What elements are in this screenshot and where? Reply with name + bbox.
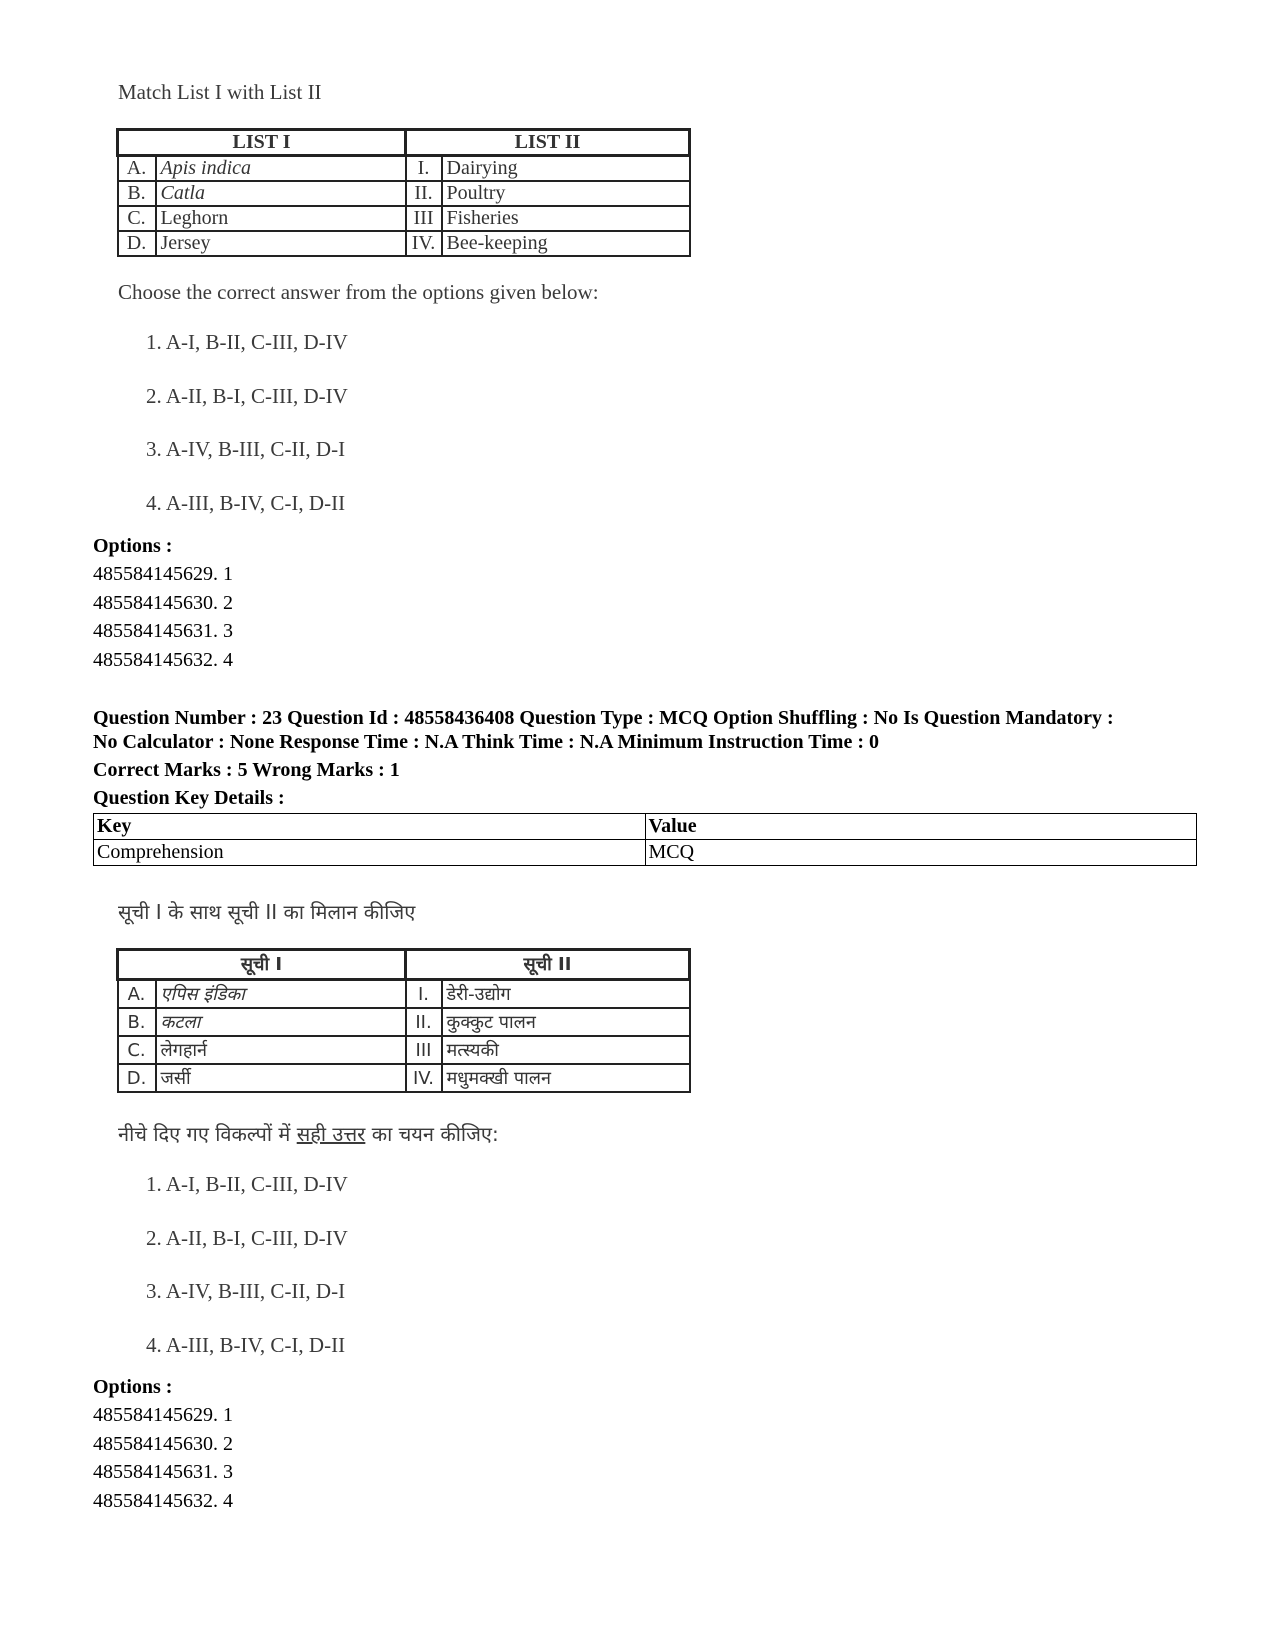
list-ii-header: सूची II (406, 950, 690, 980)
option-item: 485584145631. 3 (93, 620, 233, 642)
table-row (118, 181, 690, 206)
row-numeral: IV. (406, 231, 442, 256)
row-numeral: III (406, 1036, 442, 1064)
row-item: जर्सी (156, 1064, 406, 1092)
table-row (118, 1008, 690, 1036)
option-item: 485584145629. 1 (93, 563, 233, 585)
row-numeral: II. (406, 1008, 442, 1036)
marks-line: Correct Marks : 5 Wrong Marks : 1 (93, 759, 400, 781)
row-item: Jersey (156, 231, 406, 256)
answer-choice: 3. A-IV, B-III, C-II, D-I (146, 437, 346, 461)
row-numeral: IV. (406, 1064, 442, 1092)
option-item: 485584145631. 3 (93, 1461, 233, 1483)
option-item: 485584145630. 2 (93, 591, 233, 614)
option-item: 485584145632. 4 (93, 648, 233, 671)
answer-choices-hindi (146, 1172, 348, 1386)
value-cell: MCQ (645, 840, 1197, 866)
row-label: B. (118, 181, 156, 206)
match-table-hindi (116, 948, 691, 1093)
table-row (118, 980, 690, 1009)
row-numeral: II. (406, 181, 442, 206)
list-i-header: सूची I (118, 950, 406, 980)
key-details-label: Question Key Details : (93, 787, 285, 809)
answer-choice: 3. A-IV, B-III, C-II, D-I (146, 1279, 346, 1303)
option-item: 485584145629. 1 (93, 1404, 233, 1426)
options-heading: Options : (93, 535, 173, 557)
row-numeral: III (406, 206, 442, 231)
table-row (94, 840, 1197, 866)
row-match: Dairying (442, 156, 690, 182)
row-item: कटला (156, 1008, 406, 1036)
answer-choices-english (146, 330, 348, 544)
row-item: Catla (156, 181, 406, 206)
question-intro: Match List I with List II (118, 80, 322, 104)
row-label: A. (118, 980, 156, 1009)
row-label: B. (118, 1008, 156, 1036)
row-match: Fisheries (442, 206, 690, 231)
row-item: Leghorn (156, 206, 406, 231)
row-label: D. (118, 231, 156, 256)
row-match: मत्स्यकी (442, 1036, 690, 1064)
row-item: एपिस इंडिका (156, 980, 406, 1009)
list-ii-header: LIST II (406, 130, 690, 156)
row-label: C. (118, 1036, 156, 1064)
key-table (93, 813, 1197, 866)
table-row (118, 1036, 690, 1064)
row-label: A. (118, 156, 156, 182)
key-cell: Comprehension (94, 840, 646, 866)
row-match: डेरी-उद्योग (442, 980, 690, 1009)
question-meta (93, 706, 1203, 810)
choose-text: नीचे दिए गए विकल्पों में (118, 1122, 291, 1146)
row-match: कुक्कुट पालन (442, 1008, 690, 1036)
table-row (118, 231, 690, 256)
answer-choice: 2. A-II, B-I, C-III, D-IV (146, 1225, 348, 1250)
key-header: Key (94, 814, 646, 840)
choose-emphasis: सही उत्तर (296, 1122, 366, 1146)
option-item: 485584145632. 4 (93, 1489, 233, 1512)
row-item: Apis indica (156, 156, 406, 182)
option-item: 485584145630. 2 (93, 1432, 233, 1455)
table-row (118, 206, 690, 231)
options-list (93, 560, 233, 674)
list-i-header: LIST I (118, 130, 406, 156)
table-row (94, 814, 1197, 840)
meta-line: Question Number : 23 Question Id : 48558436408 Question Type : MCQ Option Shuffling : No Is Question Mandatory : (93, 707, 1114, 729)
answer-choice: 2. A-II, B-I, C-III, D-IV (146, 383, 348, 408)
row-item: लेगहार्न (156, 1036, 406, 1064)
choose-instruction-hindi (118, 1120, 499, 1147)
row-label: C. (118, 206, 156, 231)
question-intro-hindi: सूची I के साथ सूची II का मिलान कीजिए (118, 900, 416, 924)
answer-choice: 4. A-III, B-IV, C-I, D-II (146, 1332, 346, 1357)
answer-choice: 1. A-I, B-II, C-III, D-IV (146, 1172, 348, 1196)
row-label: D. (118, 1064, 156, 1092)
answer-choice: 4. A-III, B-IV, C-I, D-II (146, 490, 346, 515)
table-row (118, 1064, 690, 1092)
choose-instruction: Choose the correct answer from the options given below: (118, 280, 599, 304)
choose-text: का चयन कीजिए: (371, 1122, 499, 1146)
row-match: Bee-keeping (442, 231, 690, 256)
options-heading: Options : (93, 1376, 173, 1398)
row-match: Poultry (442, 181, 690, 206)
answer-choice: 1. A-I, B-II, C-III, D-IV (146, 330, 348, 354)
options-list (93, 1401, 233, 1515)
meta-line: No Calculator : None Response Time : N.A Think Time : N.A Minimum Instruction Time : 0 (93, 731, 879, 753)
value-header: Value (645, 814, 1197, 840)
row-numeral: I. (406, 156, 442, 182)
row-match: मधुमक्खी पालन (442, 1064, 690, 1092)
match-table-english (116, 128, 691, 257)
row-numeral: I. (406, 980, 442, 1009)
table-row (118, 156, 690, 182)
